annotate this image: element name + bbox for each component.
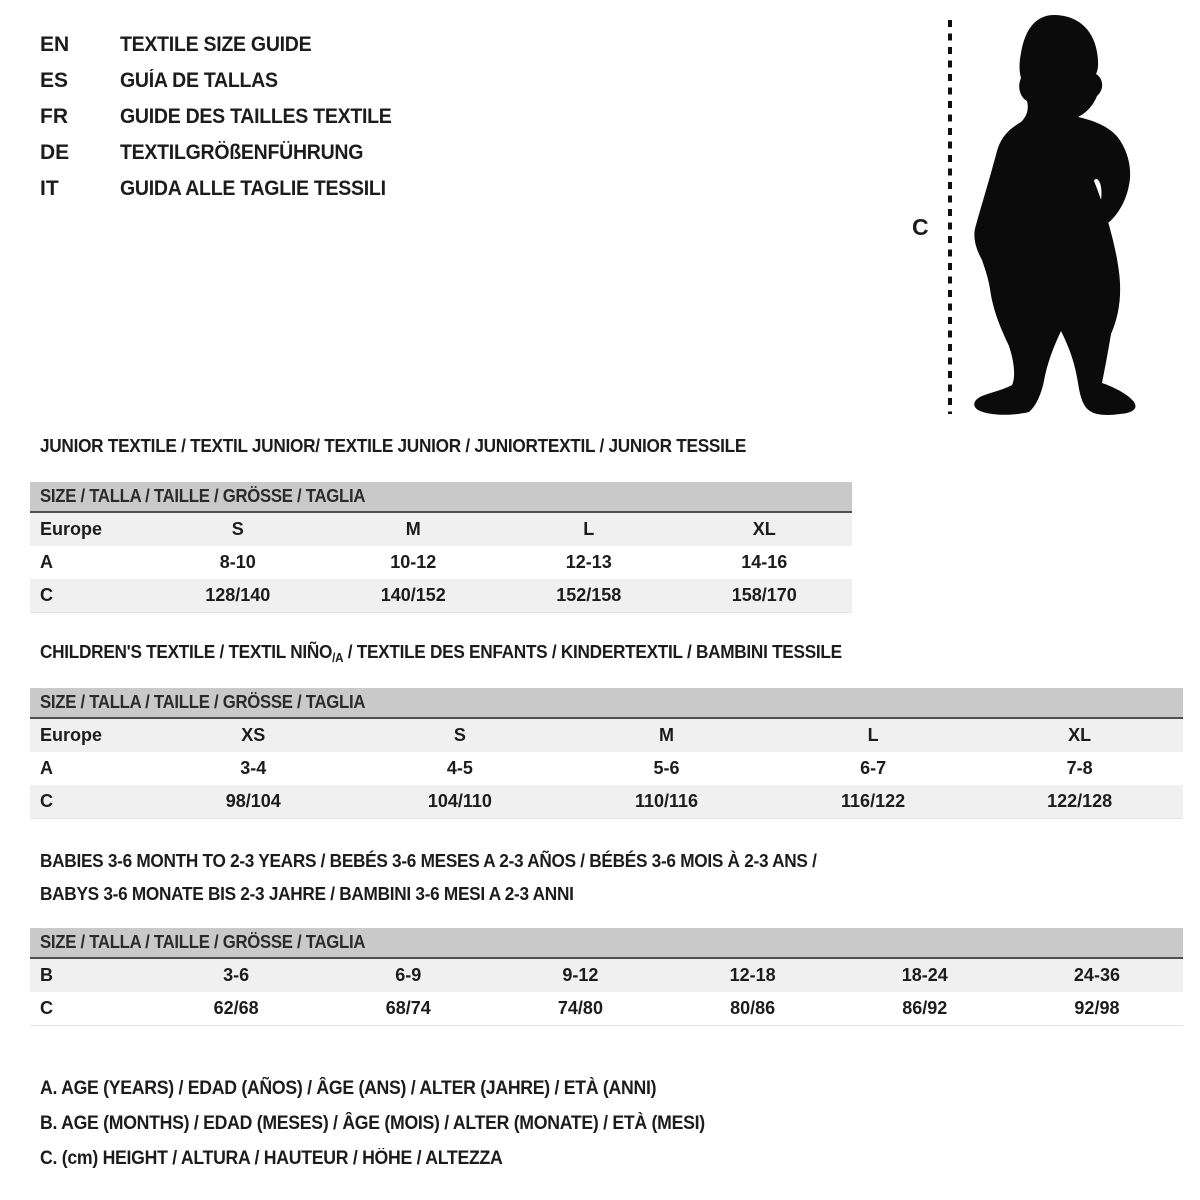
language-row-en bbox=[40, 27, 412, 63]
language-title-list bbox=[40, 27, 412, 207]
age-cell: 3-4 bbox=[240, 758, 267, 778]
children-section-title-text bbox=[40, 640, 842, 670]
babies-size-header-bar bbox=[30, 928, 1183, 959]
children-title-suffix: / TEXTILE DES ENFANTS / KINDERTEXTIL / BAMBINI TESSILE bbox=[343, 641, 842, 662]
height-cell: 116/122 bbox=[841, 791, 906, 811]
guide-title-en: TEXTILE SIZE GUIDE bbox=[120, 33, 312, 56]
age-cell: 12-18 bbox=[729, 965, 776, 985]
children-table-rows bbox=[30, 719, 1183, 819]
junior-section-title bbox=[40, 434, 799, 458]
size-cell: L bbox=[867, 725, 879, 745]
toddler-silhouette-figure bbox=[900, 10, 1150, 420]
guide-title-fr: GUIDE DES TAILLES TEXTILE bbox=[120, 105, 392, 128]
language-code: EN bbox=[40, 33, 70, 56]
size-cell: L bbox=[583, 519, 595, 539]
junior-size-header-bar bbox=[30, 482, 852, 513]
size-cell: XL bbox=[1068, 725, 1092, 745]
babies-size-table bbox=[30, 928, 1183, 1026]
row-label: Europe bbox=[40, 519, 103, 539]
height-cell: 74/80 bbox=[557, 998, 603, 1018]
table-row bbox=[30, 752, 1183, 785]
row-label: A bbox=[40, 758, 53, 778]
row-label: C bbox=[40, 791, 53, 811]
age-cell: 9-12 bbox=[562, 965, 599, 985]
height-cell: 80/86 bbox=[730, 998, 776, 1018]
language-row-it bbox=[40, 171, 412, 207]
language-row-de bbox=[40, 135, 412, 171]
height-cell: 140/152 bbox=[380, 585, 446, 605]
height-cell: 62/68 bbox=[213, 998, 259, 1018]
children-size-header-text: SIZE / TALLA / TAILLE / GRÖSSE / TAGLIA bbox=[40, 692, 366, 712]
language-row-fr bbox=[40, 99, 412, 135]
measurement-legend bbox=[40, 1071, 755, 1176]
age-cell: 6-7 bbox=[860, 758, 887, 778]
table-row bbox=[30, 546, 852, 579]
babies-table-rows bbox=[30, 959, 1183, 1026]
babies-title-line1: BABIES 3-6 MONTH TO 2-3 YEARS / BEBÉS 3-6 MESES A 2-3 AÑOS / BÉBÉS 3-6 MOIS À 2-3 ANS / bbox=[40, 850, 817, 871]
junior-size-table bbox=[30, 482, 852, 613]
row-label: A bbox=[40, 552, 53, 572]
age-cell: 10-12 bbox=[390, 552, 437, 572]
legend-line-c bbox=[40, 1141, 755, 1176]
language-code: FR bbox=[40, 105, 68, 128]
language-code: DE bbox=[40, 141, 70, 164]
children-title-subscript: /A bbox=[332, 651, 344, 665]
children-section-title bbox=[40, 640, 902, 670]
height-cell: 86/92 bbox=[902, 998, 948, 1018]
height-cell: 68/74 bbox=[385, 998, 431, 1018]
guide-title-de: TEXTILGRÖßENFÜHRUNG bbox=[120, 141, 364, 164]
size-cell: S bbox=[231, 519, 244, 539]
table-row bbox=[30, 513, 852, 546]
height-cell: 104/110 bbox=[427, 791, 492, 811]
toddler-silhouette-icon bbox=[974, 15, 1135, 415]
children-title-prefix: CHILDREN'S TEXTILE / TEXTIL NIÑO bbox=[40, 641, 333, 662]
row-label: C bbox=[40, 998, 53, 1018]
guide-title-es: GUÍA DE TALLAS bbox=[120, 69, 278, 92]
age-cell: 24-36 bbox=[1073, 965, 1120, 985]
size-cell: XS bbox=[241, 725, 266, 745]
babies-size-header-text: SIZE / TALLA / TAILLE / GRÖSSE / TAGLIA bbox=[40, 932, 366, 952]
age-cell: 4-5 bbox=[446, 758, 473, 778]
language-code: ES bbox=[40, 69, 69, 92]
age-cell: 12-13 bbox=[565, 552, 612, 572]
row-label: Europe bbox=[40, 725, 103, 745]
guide-title-it: GUIDA ALLE TAGLIE TESSILI bbox=[120, 177, 386, 200]
legend-line-a-text: A. AGE (YEARS) / EDAD (AÑOS) / ÂGE (ANS) / ALTER (JAHRE) / ETÀ (ANNI) bbox=[40, 1078, 657, 1099]
row-label: C bbox=[40, 585, 53, 605]
size-cell: XL bbox=[752, 519, 776, 539]
language-row-es bbox=[40, 63, 412, 99]
children-size-table bbox=[30, 688, 1183, 819]
junior-section-title-text: JUNIOR TEXTILE / TEXTIL JUNIOR/ TEXTILE JUNIOR / JUNIORTEXTIL / JUNIOR TESSILE bbox=[40, 435, 747, 456]
table-row bbox=[30, 579, 852, 612]
legend-line-b-text: B. AGE (MONTHS) / EDAD (MESES) / ÂGE (MOIS) / ALTER (MONATE) / ETÀ (MESI) bbox=[40, 1113, 705, 1134]
table-row bbox=[30, 719, 1183, 752]
age-cell: 3-6 bbox=[223, 965, 250, 985]
babies-section-title bbox=[40, 849, 875, 906]
size-cell: S bbox=[453, 725, 466, 745]
height-cell: 98/104 bbox=[225, 791, 281, 811]
table-row bbox=[30, 959, 1183, 992]
junior-table-rows bbox=[30, 513, 852, 613]
table-row bbox=[30, 992, 1183, 1025]
babies-title-line2: BABYS 3-6 MONATE BIS 2-3 JAHRE / BAMBINI 3-6 MESI A 2-3 ANNI bbox=[40, 883, 574, 904]
language-code: IT bbox=[40, 177, 59, 200]
height-cell: 92/98 bbox=[1074, 998, 1120, 1018]
height-cell: 110/116 bbox=[634, 791, 699, 811]
height-cell: 158/170 bbox=[731, 585, 797, 605]
age-cell: 8-10 bbox=[219, 552, 256, 572]
age-cell: 14-16 bbox=[741, 552, 788, 572]
size-cell: M bbox=[658, 725, 674, 745]
age-cell: 18-24 bbox=[901, 965, 948, 985]
height-measure-label: C bbox=[912, 214, 929, 240]
legend-line-c-text: C. (cm) HEIGHT / ALTURA / HAUTEUR / HÖHE / ALTEZZA bbox=[40, 1148, 503, 1169]
age-cell: 7-8 bbox=[1066, 758, 1093, 778]
legend-line-a bbox=[40, 1071, 755, 1106]
height-cell: 152/158 bbox=[556, 585, 622, 605]
height-cell: 122/128 bbox=[1047, 791, 1113, 811]
table-row bbox=[30, 785, 1183, 818]
size-cell: M bbox=[405, 519, 421, 539]
legend-line-b bbox=[40, 1106, 755, 1141]
age-cell: 5-6 bbox=[653, 758, 680, 778]
height-cell: 128/140 bbox=[205, 585, 271, 605]
row-label: B bbox=[40, 965, 53, 985]
age-cell: 6-9 bbox=[395, 965, 422, 985]
children-size-header-bar bbox=[30, 688, 1183, 719]
junior-size-header-text: SIZE / TALLA / TAILLE / GRÖSSE / TAGLIA bbox=[40, 486, 366, 506]
